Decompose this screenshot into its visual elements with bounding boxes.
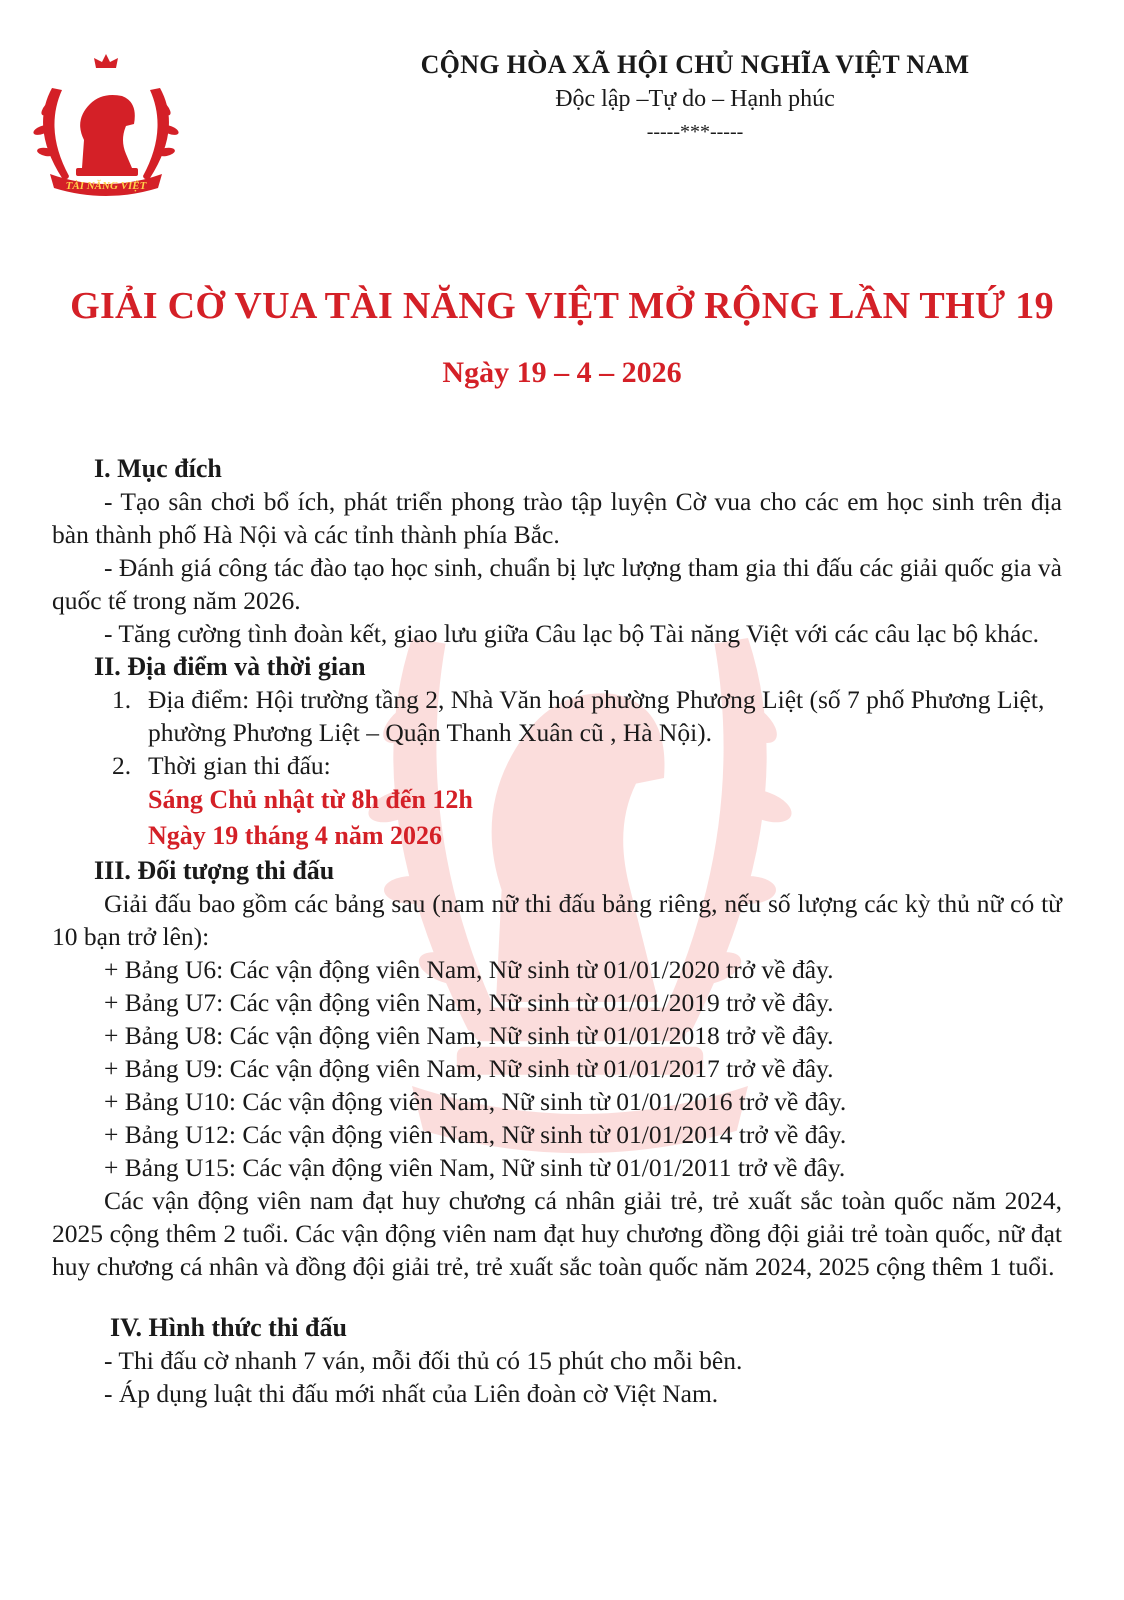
division-item: + Bảng U6: Các vận động viên Nam, Nữ sinh từ 01/01/2020 trở về đây. [104, 955, 834, 984]
section-1-paragraph: - Tạo sân chơi bổ ích, phát triển phong trào tập luyện Cờ vua cho các em học sinh trên địa bàn thành phố Hà Nội và các tỉnh thành phía Bắc. [52, 487, 1062, 549]
section-3-note: Các vận động viên nam đạt huy chương cá nhân giải trẻ, trẻ xuất sắc toàn quốc năm 2024, 2025 cộng thêm 2 tuổi. Các vận động viên nam đạt huy chương đồng đội giải trẻ toàn quốc, nữ đạt huy chương cá nhân và đồng đội giải trẻ, trẻ xuất sắc toàn quốc năm 2024, 2025 cộng thêm 1 tuổi. [52, 1186, 1062, 1281]
time-date: Ngày 19 tháng 4 năm 2026 [148, 821, 442, 850]
document-date: Ngày 19 – 4 – 2026 [442, 356, 682, 389]
division-item: + Bảng U9: Các vận động viên Nam, Nữ sinh từ 01/01/2017 trở về đây. [104, 1054, 834, 1083]
division-item: + Bảng U10: Các vận động viên Nam, Nữ sinh từ 01/01/2016 trở về đây. [104, 1087, 847, 1116]
section-2-heading: II. Địa điểm và thời gian [94, 652, 366, 681]
list-number: 1. [112, 685, 132, 714]
format-item: - Áp dụng luật thi đấu mới nhất của Liên đoàn cờ Việt Nam. [104, 1379, 719, 1408]
header-separator: -----***----- [646, 121, 744, 143]
chess-knight-laurel-logo [22, 48, 190, 198]
nation-name: CỘNG HÒA XÃ HỘI CHỦ NGHĨA VIỆT NAM [420, 50, 970, 79]
section-3-heading: III. Đối tượng thi đấu [94, 856, 335, 885]
list-item [52, 683, 1062, 749]
national-motto: Độc lập –Tự do – Hạnh phúc [555, 86, 835, 112]
logo-text: TÀI NĂNG VIỆT [65, 180, 147, 192]
section-3-intro: Giải đấu bao gồm các bảng sau (nam nữ thi đấu bảng riêng, nếu số lượng các kỳ thủ nữ có từ 10 bạn trở lên): [52, 889, 1062, 951]
time-schedule: Sáng Chủ nhật từ 8h đến 12h [148, 785, 473, 814]
list-item [52, 749, 1062, 782]
time-label: Thời gian thi đấu: [148, 751, 331, 780]
section-1-paragraph: - Tăng cường tình đoàn kết, giao lưu giữa Câu lạc bộ Tài năng Việt với các câu lạc bộ khác. [104, 619, 1040, 648]
section-1-heading: I. Mục đích [94, 454, 222, 483]
division-item: + Bảng U7: Các vận động viên Nam, Nữ sinh từ 01/01/2019 trở về đây. [104, 988, 834, 1017]
document-body [52, 452, 1062, 1410]
national-header [380, 50, 1010, 144]
location-text: Địa điểm: Hội trường tầng 2, Nhà Văn hoá phường Phương Liệt (số 7 phố Phương Liệt, phường Phương Liệt – Quận Thanh Xuân cũ , Hà Nội). [148, 685, 1045, 747]
list-number: 2. [112, 751, 132, 780]
division-item: + Bảng U8: Các vận động viên Nam, Nữ sinh từ 01/01/2018 trở về đây. [104, 1021, 834, 1050]
document-title: GIẢI CỜ VUA TÀI NĂNG VIỆT MỞ RỘNG LẦN THỨ 19 [70, 285, 1054, 327]
section-1-paragraph: - Đánh giá công tác đào tạo học sinh, chuẩn bị lực lượng tham gia thi đấu các giải quốc gia và quốc tế trong năm 2026. [52, 553, 1062, 615]
section-4-heading: IV. Hình thức thi đấu [110, 1313, 347, 1342]
division-item: + Bảng U12: Các vận động viên Nam, Nữ sinh từ 01/01/2014 trở về đây. [104, 1120, 847, 1149]
format-item: - Thi đấu cờ nhanh 7 ván, mỗi đối thủ có 15 phút cho mỗi bên. [104, 1346, 743, 1375]
division-item: + Bảng U15: Các vận động viên Nam, Nữ sinh từ 01/01/2011 trở về đây. [104, 1153, 846, 1182]
